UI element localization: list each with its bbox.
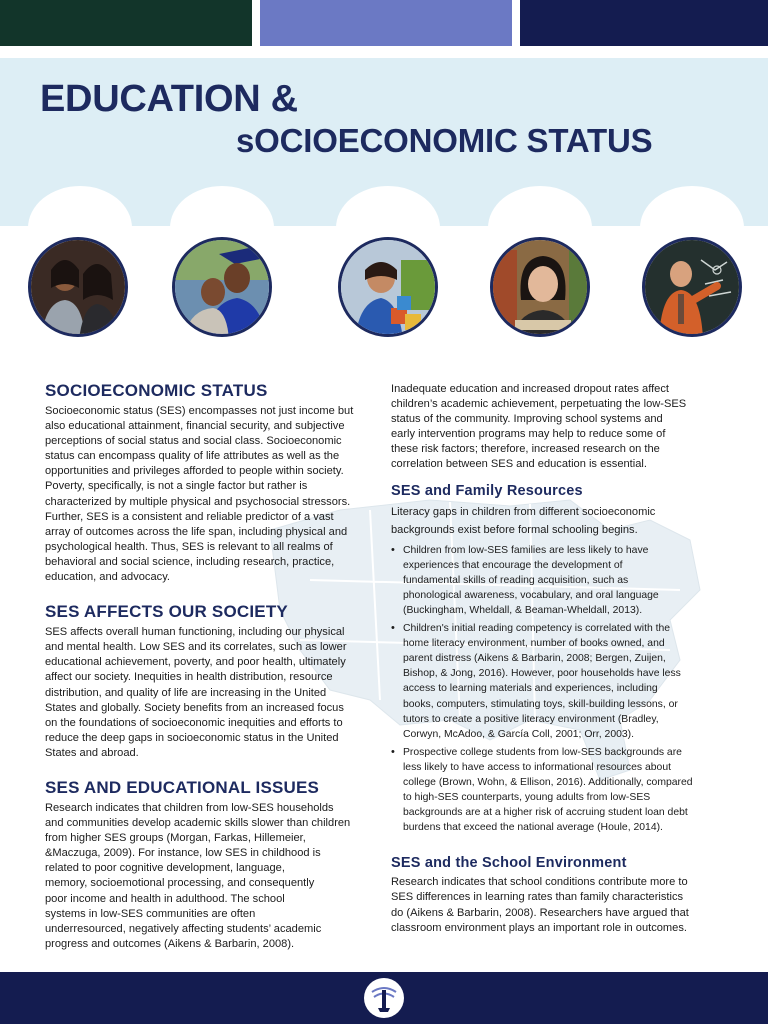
- text-line: distribution, and quality of life are increasing in the United: [45, 686, 327, 699]
- intro-paragraph: [391, 382, 731, 473]
- text-line: Corwyn, McAdoo, & García Coll, 2001; Orr, 2003).: [403, 728, 634, 740]
- text-line: burdens that exceed the national average (Houle, 2014).: [403, 822, 663, 834]
- text-line: fundamental skills of reading acquisition, such as: [403, 574, 629, 586]
- text-line: SES affects overall human functioning, including our physical: [45, 626, 345, 639]
- text-line: memory, socioemotional processing, and consequently: [45, 877, 315, 890]
- page-title-line-2: sOCIOECONOMIC STATUS: [236, 122, 653, 159]
- text-line: Further, SES is a consistent and reliable predictor of a vast: [45, 510, 334, 523]
- text-line: • Children from low-SES families are less likely to have: [403, 544, 649, 556]
- text-line: college (Brown, Wohn, & Ellison, 2016). Additionally, compared: [403, 776, 693, 788]
- text-line: and communities develop academic skills slower than children: [45, 817, 351, 830]
- text-line: characterized by multiple physical and psychosocial stressors.: [45, 495, 351, 508]
- text-line: also educational attainment, financial security, and subjective: [45, 420, 345, 433]
- text-line: States and abroad.: [45, 746, 139, 759]
- teacher-at-chalkboard-photo: [642, 237, 742, 337]
- top-color-bar: [0, 0, 768, 46]
- list-item: [391, 745, 731, 836]
- top-bar-segment-periwinkle: [260, 0, 512, 46]
- text-line: parent distress (Aikens & Barbarin, 2008; Bergen, Zuijen,: [403, 653, 666, 665]
- text-line: backgrounds exist before formal schooling begins.: [391, 523, 638, 536]
- text-line: • Children's initial reading competency is correlated with the: [403, 623, 671, 635]
- text-line: correlation between SES and education is essential.: [391, 458, 647, 471]
- text-line: Research indicates that school conditions contribute more to: [391, 876, 688, 889]
- society-paragraph: [45, 625, 367, 761]
- text-line: education, and advocacy.: [45, 571, 170, 584]
- text-line: • Prospective college students from low-SES backgrounds are: [403, 746, 682, 758]
- section-heading-society: SES AFFECTS OUR SOCIETY: [45, 602, 288, 622]
- text-line: and mental health. Low SES and its correlates, such as lower: [45, 641, 347, 654]
- text-line: on the foundations of socioeconomic inequities and efforts to: [45, 716, 343, 729]
- apa-logo-icon: [364, 978, 404, 1018]
- text-line: children’s academic achievement, perpetuating the low-SES: [391, 398, 687, 411]
- text-line: classroom environment plays an important role in outcomes.: [391, 921, 687, 934]
- text-line: affect our society. Inequities in health distribution, resource: [45, 671, 333, 684]
- list-item: [391, 621, 731, 742]
- text-line: Literacy gaps in children from different socioeconomic: [391, 505, 656, 518]
- ses-paragraph: [45, 404, 367, 585]
- page-title-line-1: EDUCATION &: [40, 78, 298, 120]
- text-line: &Maczuga, 2009). For instance, low SES in childhood is: [45, 847, 321, 860]
- text-line: do (Aikens & Barbarin, 2008). Researchers have argued that: [391, 906, 689, 919]
- text-line: array of outcomes across the life span, including physical and: [45, 525, 348, 538]
- text-line: related to poor cognitive development, language,: [45, 862, 285, 875]
- text-line: educational achievement, poverty, and poor health, ultimately: [45, 656, 346, 669]
- text-line: backgrounds are at a higher risk of accruing student loan debt: [403, 807, 688, 819]
- text-line: experiences that encourage the development of: [403, 559, 623, 571]
- education-paragraph: [45, 801, 367, 952]
- text-line: progress and outcomes (Aikens & Barbarin, 2008).: [45, 937, 295, 950]
- section-heading-ses: SOCIOECONOMIC STATUS: [45, 381, 268, 400]
- text-line: underresourced, negatively affecting students’ academic: [45, 922, 322, 935]
- text-line: Inadequate education and increased dropout rates affect: [391, 383, 669, 395]
- text-line: from higher SES groups (Morgan, Farkas, Hillemeier,: [45, 832, 306, 845]
- child-with-blocks-photo: [338, 237, 438, 337]
- section-heading-family-resources: SES and Family Resources: [391, 482, 583, 499]
- two-girls-photo: [28, 237, 128, 337]
- text-line: less likely to have access to informational resources about: [403, 761, 671, 773]
- text-line: tutors to create a positive literacy environment (Bradley,: [403, 713, 659, 725]
- text-line: these risk factors; therefore, increased research on the: [391, 443, 660, 456]
- text-line: phonological awareness, vocabulary, and oral language: [403, 589, 659, 601]
- section-heading-education: SES AND EDUCATIONAL ISSUES: [45, 777, 320, 797]
- school-paragraph: [391, 875, 731, 935]
- text-line: States and globally. Society benefits from an increased focus: [45, 701, 344, 714]
- text-line: Poverty, specifically, is not a single factor but rather is: [45, 480, 308, 493]
- text-line: home literacy environment, number of books owned, and: [403, 638, 665, 650]
- text-line: poor income and health in adulthood. The school: [45, 892, 285, 905]
- text-line: behavioral and social science, including research, practice,: [45, 555, 335, 568]
- list-item: [391, 543, 731, 618]
- family-intro-paragraph: [391, 503, 731, 539]
- text-line: status of the community. Improving school systems and: [391, 413, 663, 426]
- top-bar-segment-green: [0, 0, 252, 46]
- family-bullet-list: [391, 543, 731, 836]
- text-line: (Buckingham, Wheldall, & Beaman-Wheldall, 2013).: [403, 604, 643, 616]
- text-line: Research indicates that children from low-SES households: [45, 801, 334, 814]
- text-line: early intervention programs may help to reduce some of: [391, 428, 666, 441]
- top-bar-segment-navy: [520, 0, 768, 46]
- text-line: SES differences in learning rates than family characteristics: [391, 891, 684, 904]
- text-line: books, computers, stimulating toys, skill-building lessons, or: [403, 698, 678, 710]
- text-line: psychological health. Thus, SES is relevant to all realms of: [45, 540, 333, 553]
- text-line: reduce the deep gaps in socioeconomic status in the United: [45, 731, 339, 744]
- student-with-books-photo: [490, 237, 590, 337]
- text-line: Bishop, & Jong, 2016). However, poor households have less: [403, 668, 681, 680]
- text-line: status can encompass quality of life attributes as well as the: [45, 450, 340, 463]
- text-line: Socioeconomic status (SES) encompasses not just income but: [45, 405, 354, 417]
- left-column: [45, 381, 367, 952]
- text-line: perceptions of social status and social class. Socioeconomic: [45, 435, 342, 448]
- right-column: [391, 382, 731, 936]
- text-line: access to learning materials and experiences, including: [403, 683, 658, 695]
- graduate-and-mother-photo: [172, 237, 272, 337]
- text-line: systems in low-SES communities are often: [45, 907, 256, 920]
- text-line: opportunities and privileges afforded to people within society.: [45, 465, 344, 478]
- section-heading-school-environment: SES and the School Environment: [391, 855, 627, 872]
- text-line: to high-SES counterparts, young adults from low-SES: [403, 792, 651, 804]
